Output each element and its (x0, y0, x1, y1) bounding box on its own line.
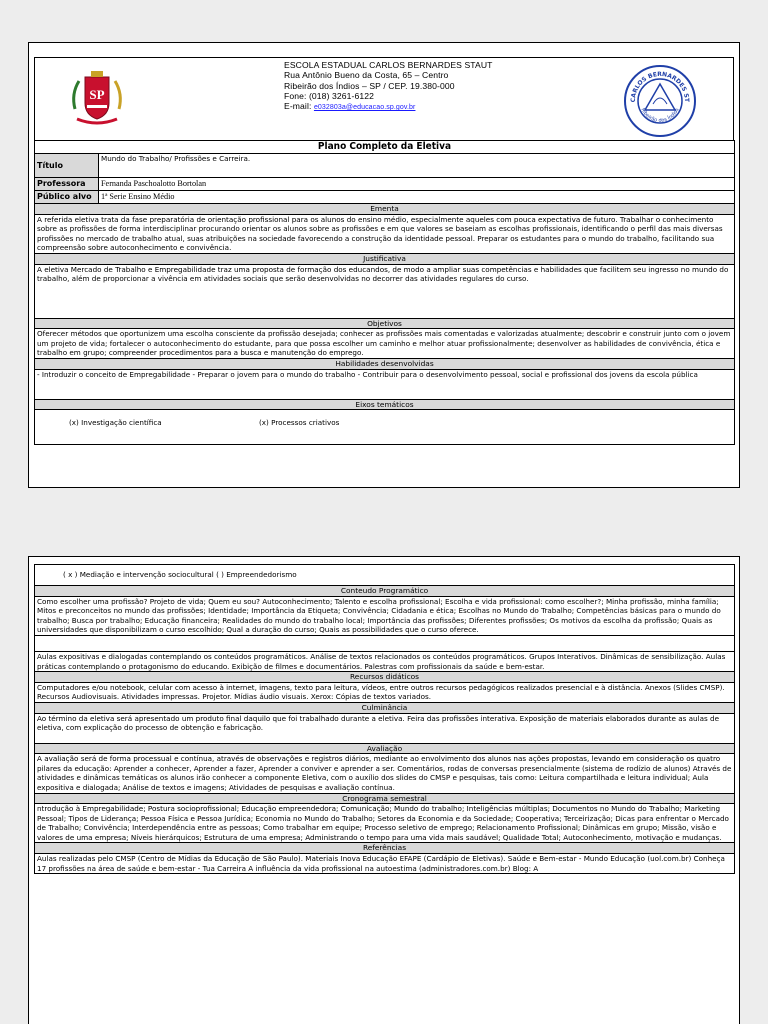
school-phone: Fone: (018) 3261-6122 (284, 90, 375, 101)
section-recursos-title: Recursos didáticos (35, 672, 735, 683)
section-habilidades-text: - Introduzir o conceito de Empregabilidade - Preparar o jovem para o mundo do trabalho - Contribuir para o desenvolvimento pessoal, social e profissional dos jovens da escola pública (35, 369, 735, 399)
seal-text-top: CARLOS BERNARDES ST (629, 70, 691, 103)
school-info (284, 60, 493, 113)
school-email-line (284, 101, 493, 113)
section-justificativa-text: A eletiva Mercado de Trabalho e Empregabilidade traz uma proposta de formação dos educandos, de modo a ampliar suas competências e habilidades que facilitem seu ingresso no mundo do trabalho, além de proporcionar a vivência em atividades sociais que serão desenvolvidas no decorrer das atividades regulares do curso. (35, 264, 735, 318)
section-metodologia-text: Aulas expositivas e dialogadas contemplando os conteúdos programáticos. Análise de textos relacionados os conteúdos programáticos. Grupos Interativos. Dinâmicas de sensibilização. Aulas práticas contemplando o protagonismo do educando. Exibição de filmes e documentários. Palestras com profissionais da saúde e bem-estar. (35, 651, 735, 671)
section-culminancia-text: Ao término da eletiva será apresentado um produto final daquilo que foi trabalhado durante a eletiva. Feira das profissões interativa. Exposição de materiais elaborados durante as aulas de eletiva, com explicação do processo de obtenção e fabricação. (35, 713, 735, 743)
section-cronograma-text: ntrodução à Empregabilidade; Postura socioprofissional; Educação empreendedora; Comunicação; Mundo do trabalho; Inteligências múltiplas; Documentos no Mundo do Trabalho; Marketing Pessoal; Tipos de Liderança; Pessoa Física e Pessoa Jurídica; Economia no Mundo do Trabalho; Setores da Economia e da Sociedade; Cooperativa; Terceirização; Dicas para enfrentar o Mercado de Trabalho; Convivência; Interdependência entre as pessoas; Como trabalhar em equipe; Processo seletivo de emprego; Relacionamento Profissional; Dinâmicas em grupo; Missão, visão e valores de uma empresa; Níveis hierárquicos; Estrutura de uma empresa; Administrando o tempo para uma vida mais saudável; Qualidade Total; Autoconhecimento, motivação e mudanças. (35, 804, 735, 843)
seal-text-bottom: Ribeirão dos Índios (639, 107, 681, 124)
section-eixos-title: Eixos temáticos (35, 399, 735, 410)
email-link[interactable]: e032803a@educacao.sp.gov.br (313, 104, 416, 112)
section-avaliacao-title: Avaliação (35, 743, 735, 754)
value-titulo: Mundo do Trabalho/ Profissões e Carreira. (99, 154, 735, 178)
plan-title: Plano Completo da Eletiva (35, 141, 735, 154)
eixos-mediacao-empreendedorismo: ( x ) Mediação e intervenção sociocultural ( ) Empreendedorismo (35, 565, 735, 586)
section-referencias-title: Referências (35, 843, 735, 854)
section-ementa-title: Ementa (35, 204, 735, 215)
plan-table (34, 140, 735, 445)
section-justificativa-title: Justificativa (35, 253, 735, 264)
section-culminancia-title: Culminância (35, 702, 735, 713)
section-habilidades-title: Habilidades desenvolvidas (35, 358, 735, 369)
section-objetivos-text: Oferecer métodos que oportunizem uma escolha consciente da profissão desejada; conhecer as profissões mais comentadas e valorizadas atualmente; descobrir e construir junto com o jovem um projeto de vida; fortalecer o autoconhecimento do estudante, para que possa escolher um caminho e melhor atuar profissionalmente; desenvolver as habilidades de convivência, ética e trabalho em grupo; compreender procedimentos para a busca e manutenção do emprego. (35, 329, 735, 359)
school-city: Ribeirão dos Índios – SP / CEP. 19.380-000 (284, 80, 455, 91)
section-avaliacao-text: A avaliação será de forma processual e contínua, através de observações e registros diários, mediante ao envolvimento dos alunos nas ações propostas, levando em consideração os quatro pilares da educação: Aprender a conhecer, Aprender a fazer, Aprender a conviver e aprender a ser. Comentários, rodas de conversas presencialmente (sistema de rodízio de alunos) Através de atividades e dinâmicas temáticas os alunos irão conhecer a componente Eletiva, com o auxílio dos slides do CMSP e pesquisas, tais como: Leitura compartilhada e leitura individual; Aula expositiva e dialogada; Análise de textos e imagens; Atividades de pesquisas e avaliação contínua. (35, 754, 735, 793)
section-conteudo-title: Conteudo Programático (35, 586, 735, 597)
eixo-processos-criativos: (x) Processos criativos (259, 418, 340, 428)
section-cronograma-title: Cronograma semestral (35, 793, 735, 804)
document-page-1 (28, 42, 740, 488)
eixo-investigacao-cientifica: (x) Investigação científica (69, 418, 162, 428)
section-objetivos-title: Objetivos (35, 318, 735, 329)
value-professora: Fernanda Paschoalotto Bortolan (99, 178, 735, 191)
school-name: ESCOLA ESTADUAL CARLOS BERNARDES STAUT (284, 60, 493, 70)
sp-coat-of-arms-icon (69, 69, 125, 127)
section-metodologia-title (35, 635, 735, 651)
sp-logo-text: SP (89, 87, 105, 102)
section-conteudo-text: Como escolher uma profissão? Projeto de vida; Quem eu sou? Autoconhecimento; Talento e escolha profissional; Escolha e vida profissional: como escolher?; Minha profissão, minha família; Mitos e preconceitos no mundo das profissões; Identidade; Importância da Etiqueta; Convivência; Cidadania e ética; Escolhas no Mundo do Trabalho; Competências básicas para o mundo do trabalho; Busca por trabalho; Educação financeira; Realidades do mundo do trabalho local; Importância das profissões; Diferentes profissões; Os motivos da escolha da profissão; Quais as universidades que disponibilizam o curso escolhido; Qual a duração do curso; Quais as possibilidades que o curso oferece. (35, 596, 735, 635)
value-publico-alvo: 1ª Serie Ensino Médio (99, 191, 735, 204)
email-label: E-mail: (284, 101, 314, 112)
document-page-2 (28, 556, 740, 1024)
section-referencias-text: Aulas realizadas pelo CMSP (Centro de Mídias da Educação de São Paulo). Materiais Inova Educação EFAPE (Cardápio de Eletivas). Saúde e Bem-estar - Mundo Educação (uol.com.br) Conheça 17 profissões na área de saúde e bem-estar - Tua Carreira A influência da vida profissional na autoestima (administradores.com.br) Blog: A (35, 854, 735, 874)
label-professora: Professora (35, 178, 99, 191)
section-eixos-body (35, 410, 735, 445)
plan-table-continued (34, 564, 735, 874)
label-publico-alvo: Público alvo (35, 191, 99, 204)
school-address: Rua Antônio Bueno da Costa, 65 – Centro (284, 70, 449, 81)
label-titulo: Título (35, 154, 99, 178)
section-recursos-text: Computadores e/ou notebook, celular com acesso à internet, imagens, texto para leitura, vídeos, entre outros recursos pedagógicos realizados presencial e à distância. Anexos (Slides CMSP). Recursos Audiovisuais. Atividades impressas. Projetor. Mídias áudio visuais. Xerox: Cópias de textos variados. (35, 682, 735, 702)
school-seal-icon (623, 64, 697, 138)
school-header (34, 57, 734, 141)
section-ementa-text: A referida eletiva trata da fase preparatória de orientação profissional para os alunos do ensino médio, especialmente aqueles com pouca expectativa de futuro. Trabalhar o conhecimento sobre as profissões de forma interdisciplinar procurando orientar os alunos sobre as profissões e em que valores se baseiam as escolhas profissionais, identificando o perfil das mais diversas profissões no mercado de trabalho atual, suas atribuições na sociedade favorecendo a construção da identidade pessoal. Preparar os estudantes para o mundo do trabalho, facilitando sua compreensão sobre autoconhecimento e convivência. (35, 214, 735, 253)
